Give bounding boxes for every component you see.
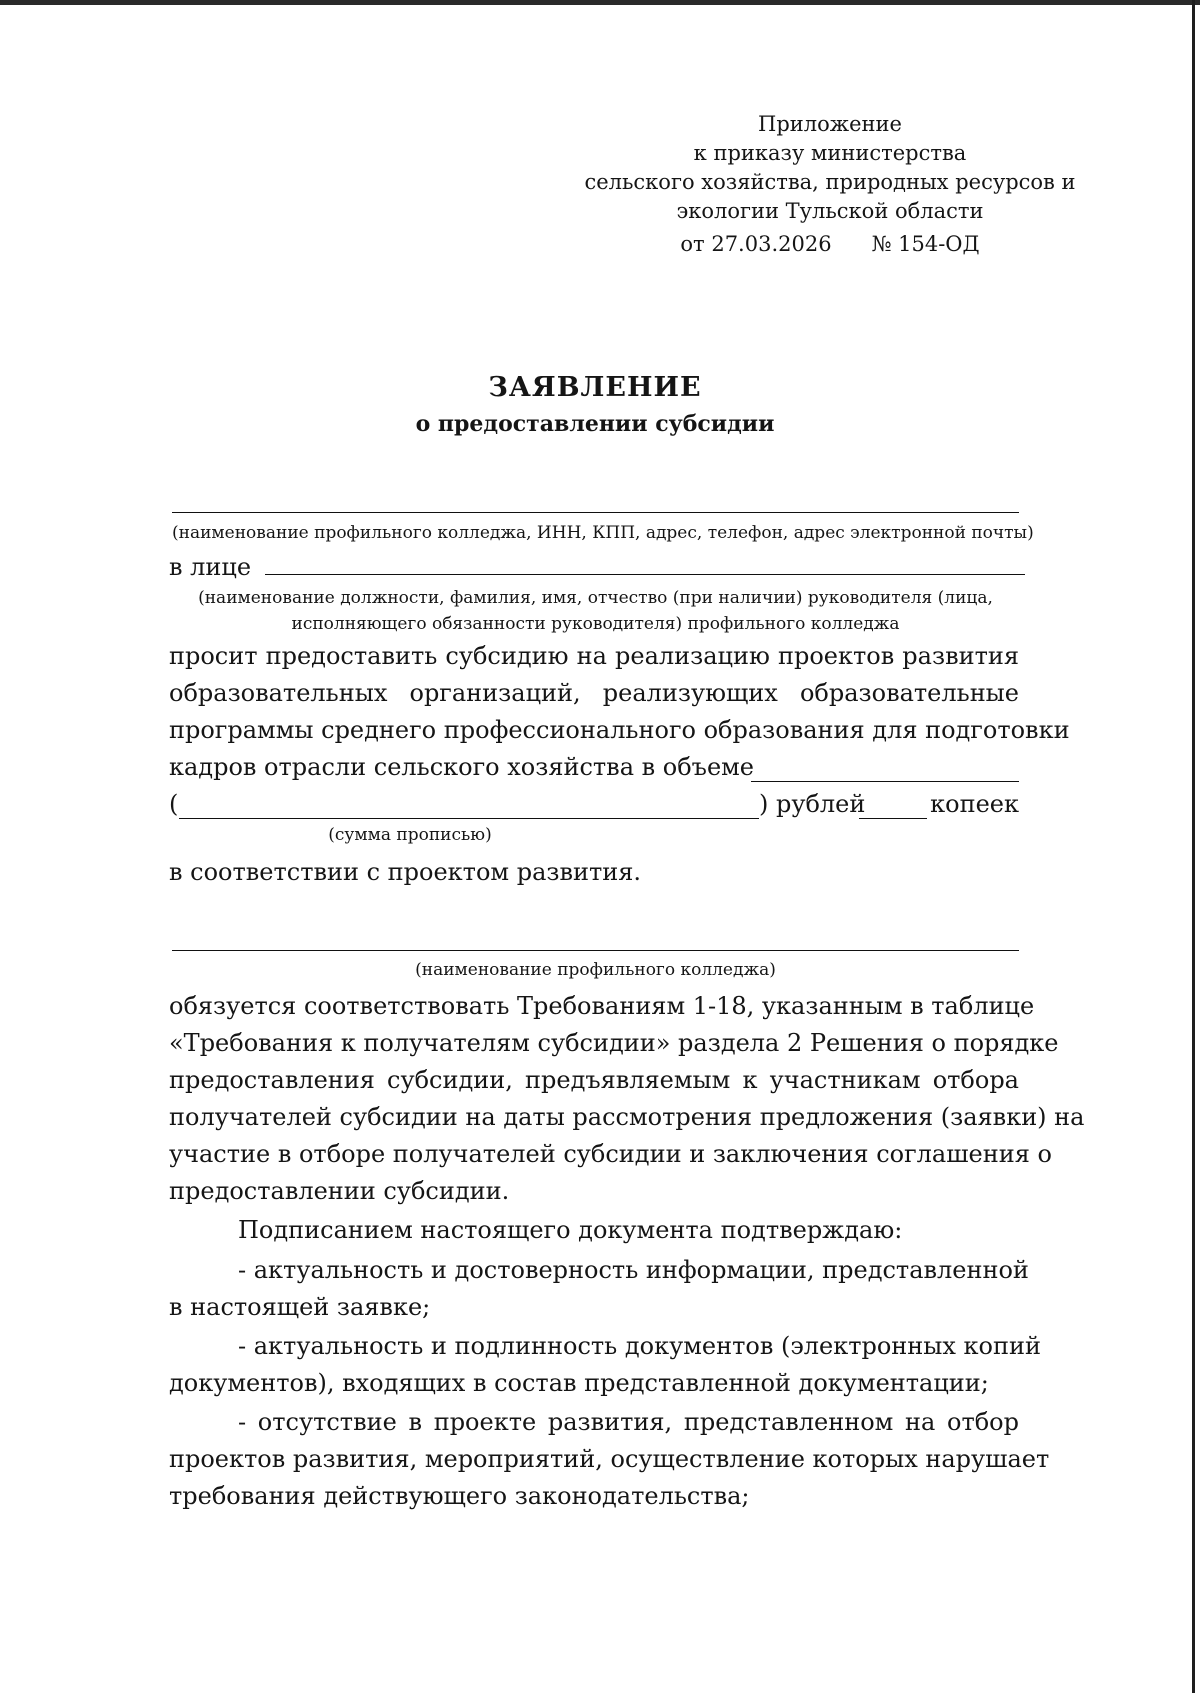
confirm-item3-line3: требования действующего законодательства; (169, 1482, 750, 1510)
request-line-6: в соответствии с проектом развития. (169, 858, 642, 886)
order-date: от 27.03.2026 (680, 232, 832, 256)
paren-open: ( (169, 790, 179, 818)
approval-line-2: к приказу министерства (693, 141, 967, 165)
applicant-hint: (наименование профильного колледжа, ИНН, КПП, адрес, телефон, адрес электронной почты) (172, 523, 1034, 543)
obligation-line-2: «Требования к получателям субсидии» раздела 2 Решения о порядке (169, 1029, 1059, 1057)
obligation-line-1: обязуется соответствовать Требованиям 1-18, указанным в таблице (169, 992, 1035, 1020)
representative-hint-1: (наименование должности, фамилия, имя, отчество (при наличии) руководителя (лица, (198, 588, 993, 608)
request-line-1: просит предоставить субсидию на реализацию проектов развития (169, 642, 1019, 670)
order-number: № 154-ОД (871, 232, 980, 256)
title-block (170, 370, 1020, 442)
approval-line-4: экологии Тульской области (676, 199, 984, 223)
confirm-item2-line2: документов), входящих в состав представленной документации; (169, 1369, 989, 1397)
in-person-label: в лице (169, 553, 252, 581)
rubles-label: ) рублей (759, 790, 866, 818)
amount-words-field[interactable] (179, 792, 759, 819)
representative-line (169, 548, 1019, 584)
approval-date-line (520, 230, 1140, 259)
confirm-item3-line2: проектов развития, мероприятий, осуществление которых нарушает (169, 1445, 1050, 1473)
obligation-line-5: участие в отборе получателей субсидии и заключения соглашения о (169, 1140, 1052, 1168)
volume-label: кадров отрасли сельского хозяйства в объеме (169, 753, 755, 781)
obligation-line-6: предоставлении субсидии. (169, 1177, 510, 1205)
sum-hint: (сумма прописью) (328, 825, 492, 845)
request-line-3: программы среднего профессионального образования для подготовки (169, 716, 1070, 744)
scan-edge-right (1192, 0, 1195, 1693)
kopecks-field[interactable] (859, 792, 927, 819)
obligation-line-4: получателей субсидии на даты рассмотрения предложения (заявки) на (169, 1103, 1085, 1131)
request-line-2: образовательных организаций, реализующих образовательные (169, 679, 1019, 707)
obligation-line-3: предоставления субсидии, предъявляемым к участникам отбора (169, 1066, 1019, 1094)
college-name-field[interactable] (172, 950, 1019, 951)
confirm-item1-line1: - актуальность и достоверность информации, представленной (238, 1256, 1029, 1284)
representative-hint-2: исполняющего обязанности руководителя) профильного колледжа (291, 614, 900, 634)
confirm-intro: Подписанием настоящего документа подтверждаю: (238, 1216, 903, 1244)
representative-field[interactable] (265, 548, 1025, 575)
confirm-item1-line2: в настоящей заявке; (169, 1293, 431, 1321)
confirm-item3-line1: - отсутствие в проекте развития, представленном на отбор (238, 1408, 1019, 1436)
document-title: ЗАЯВЛЕНИЕ (488, 372, 702, 403)
amount-digits-field[interactable] (751, 755, 1019, 782)
confirm-item2-line1: - актуальность и подлинность документов (электронных копий (238, 1332, 1041, 1360)
college-hint: (наименование профильного колледжа) (415, 960, 776, 980)
applicant-name-field[interactable] (172, 512, 1019, 513)
document-subtitle: о предоставлении субсидии (415, 411, 775, 437)
request-line-5 (169, 786, 1019, 822)
scan-edge-top (0, 0, 1200, 5)
approval-block (520, 110, 1140, 226)
request-line-4 (169, 749, 1019, 785)
approval-line-1: Приложение (758, 112, 902, 136)
kopecks-label: копеек (930, 790, 1019, 818)
approval-line-3: сельского хозяйства, природных ресурсов и (584, 170, 1076, 194)
